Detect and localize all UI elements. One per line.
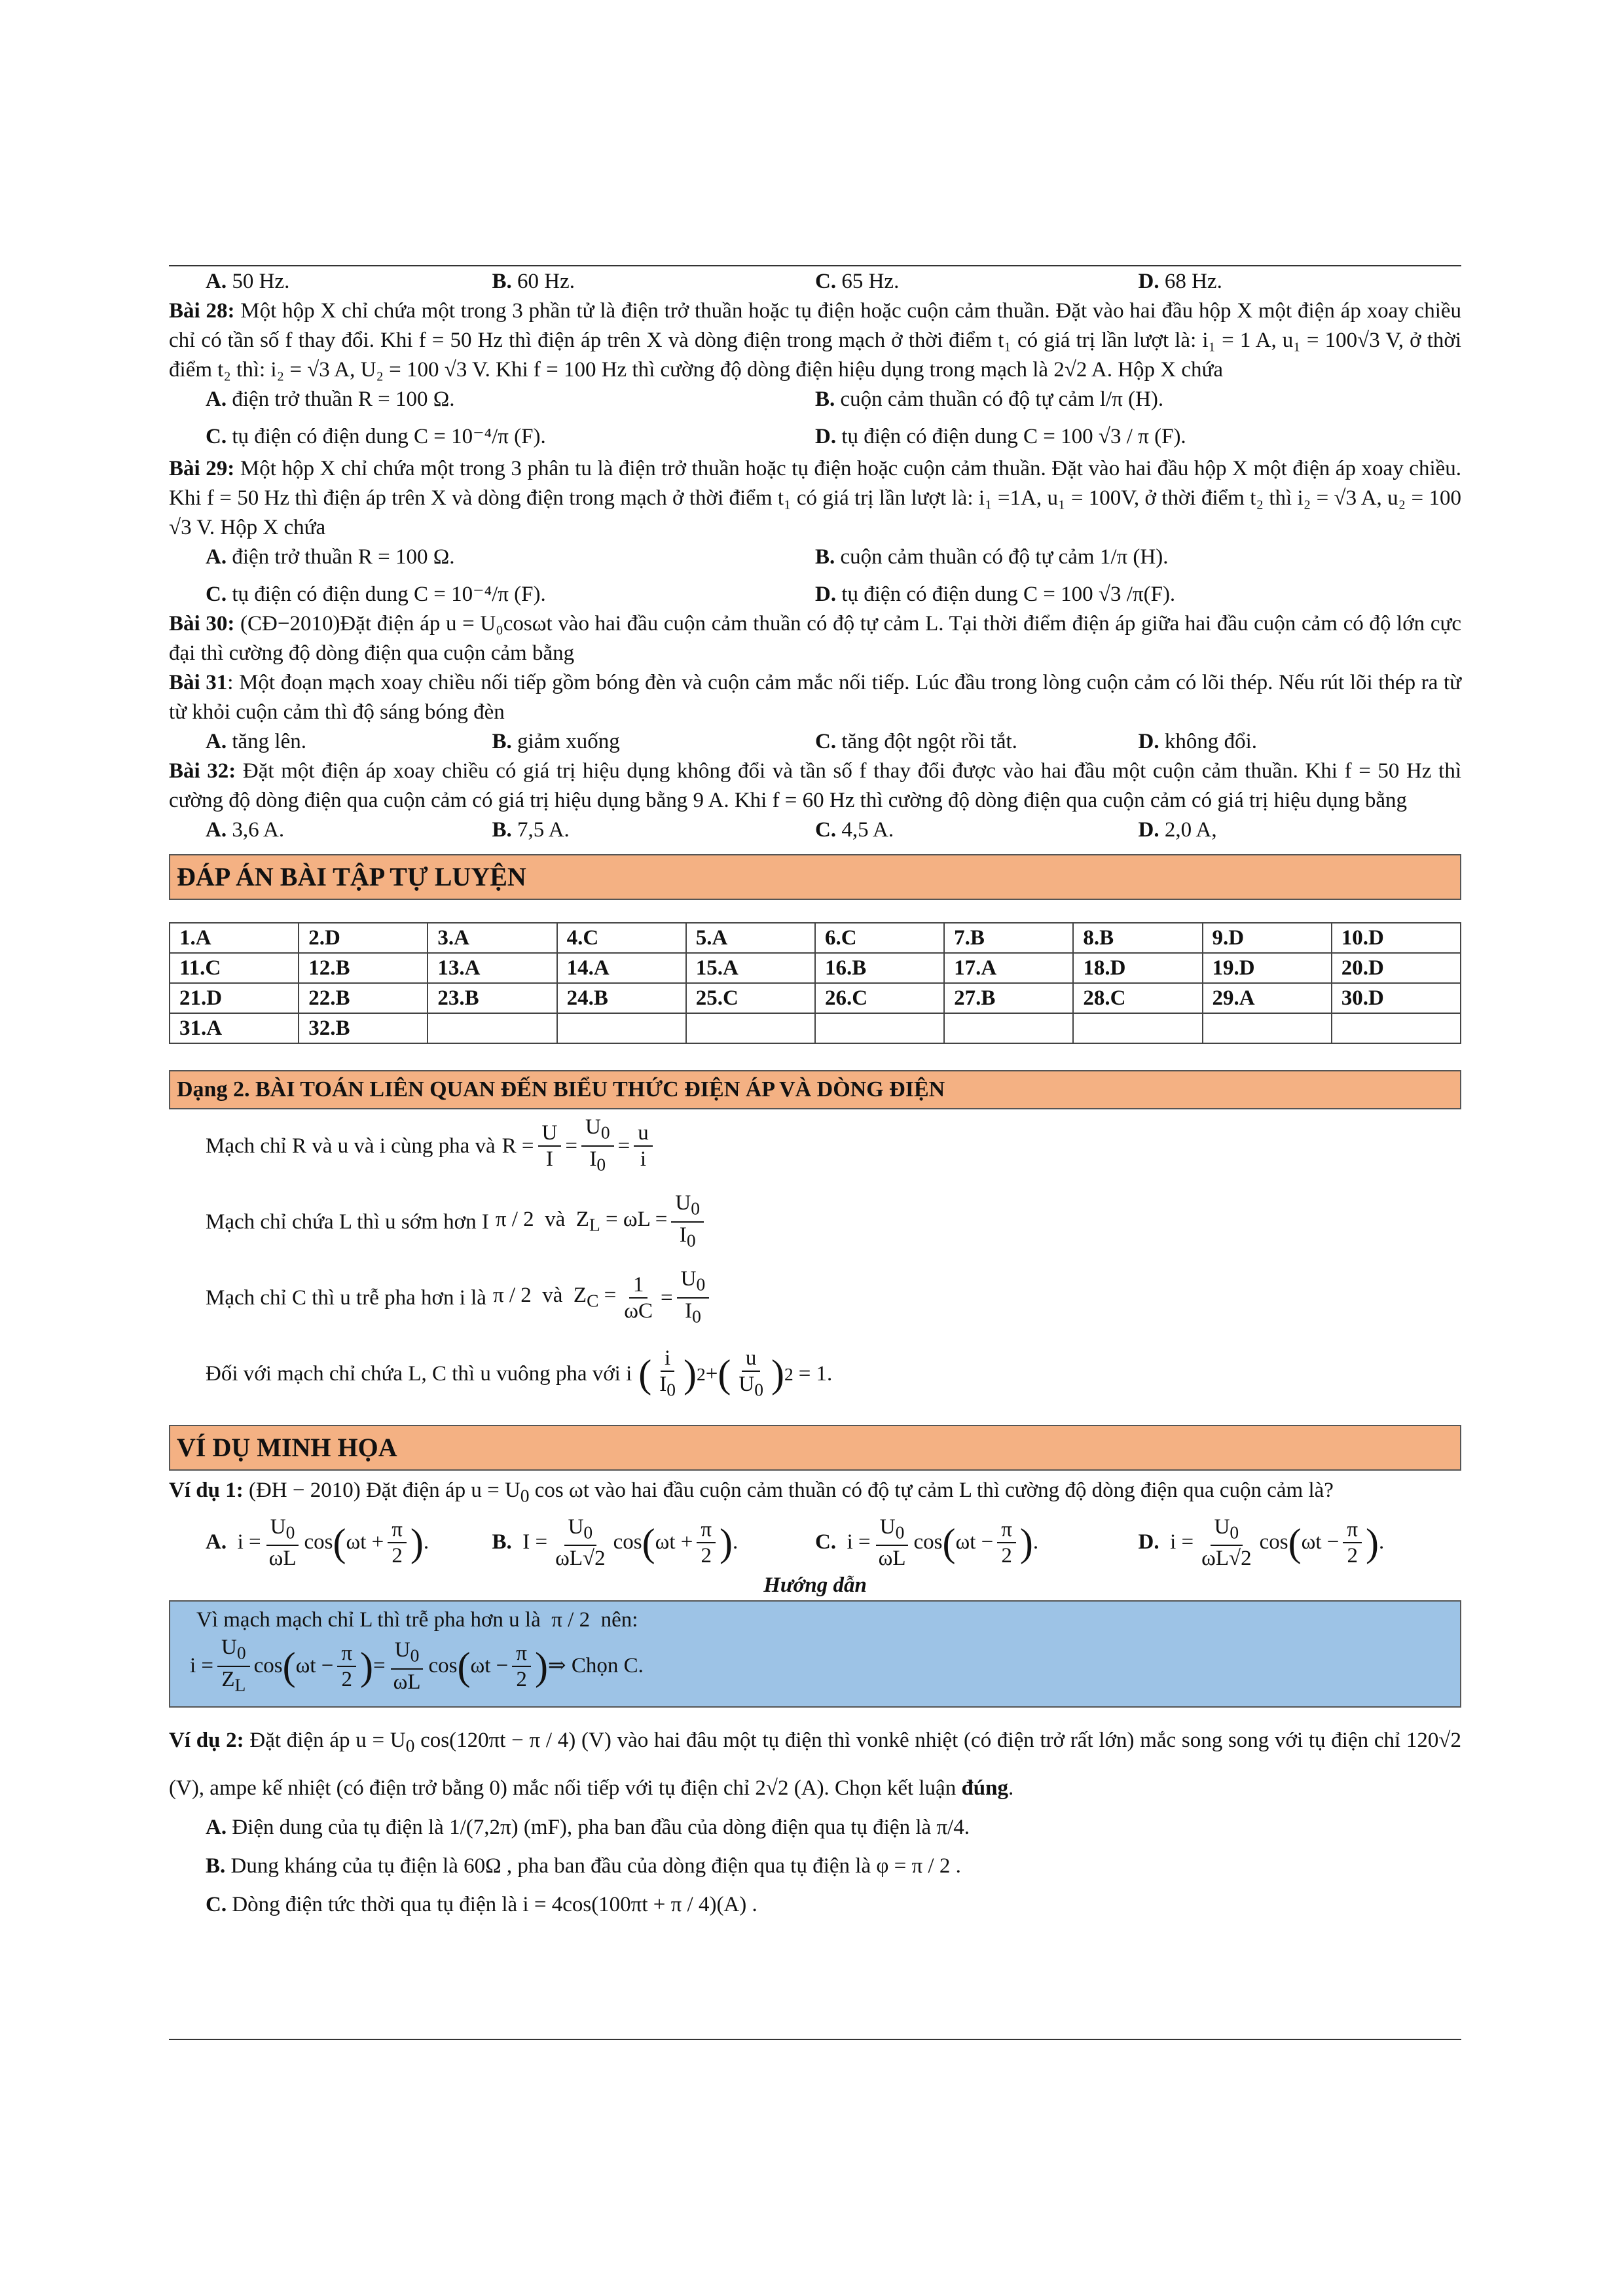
answer-cell: 10.D (1332, 923, 1461, 953)
answer-cell: 18.D (1073, 953, 1202, 983)
q27-option-d: D. 68 Hz. (1138, 270, 1222, 293)
ex1-choose: Chọn C. (571, 1654, 644, 1678)
answer-cell: 29.A (1203, 983, 1332, 1013)
answer-row (170, 953, 1461, 983)
answers-heading: ĐÁP ÁN BÀI TẬP TỰ LUYỆN (169, 854, 1461, 900)
answer-cell: 2.D (299, 923, 428, 953)
answer-cell: 6.C (815, 923, 944, 953)
q29-option-a: A. điện trở thuần R = 100 Ω. (206, 545, 455, 569)
answer-cell: 27.B (944, 983, 1073, 1013)
theory-c-text: Mạch chỉ C thì u trễ pha hơn i là (206, 1285, 486, 1310)
top-rule (169, 265, 1461, 266)
ex2-option-a: A. Điện dung của tụ điện là 1/(7,2π) (mF), pha ban đầu của dòng điện qua tụ điện là π/4. (206, 1815, 970, 1839)
answer-cell: 9.D (1203, 923, 1332, 953)
ex1-label: Ví dụ 1: (169, 1479, 244, 1502)
answer-row (170, 983, 1461, 1013)
answer-cell: 7.B (944, 923, 1073, 953)
ex1-option-b: B. I = $\frac{U_0}{\omega L√2}$ cos ( ωt + $\frac{\pi}{2}$ ) . (492, 1515, 739, 1571)
answer-cell: 25.C (686, 983, 815, 1013)
q28-option-a: A. điện trở thuần R = 100 Ω. (206, 387, 455, 411)
q27-option-a: A. 50 Hz. (206, 270, 290, 293)
answer-row (170, 923, 1461, 953)
ex1-text-b: vào hai đầu cuộn cảm thuần có độ tự cảm L thì cường độ dòng điện qua cuộn cảm là? (594, 1479, 1334, 1502)
answer-cell: 13.A (428, 953, 556, 983)
example-2: Ví dụ 2: Đặt điện áp $u = U_0$ cos(120πt − π / 4) (V) vào hai đâu một tụ điện thì vonkê nhiệt (có điện trở rất lớn) mắc song song với tụ điện chỉ 120√2 (V), ampe kế nhiệt (có điện trở bằng 0) mắc nối tiếp với tụ điện chỉ 2√2 (A). Chọn kết luận đúng. (169, 1729, 1462, 1800)
example-heading: VÍ DỤ MINH HỌA (169, 1425, 1461, 1471)
question-31 (169, 668, 1461, 727)
answer-row (170, 1013, 1461, 1043)
ex1-text-a: (ĐH − 2010) Đặt điện áp (248, 1479, 466, 1502)
q31-text: : Một đoạn mạch xoay chiều nối tiếp gồm bóng đèn và cuộn cảm mắc nối tiếp. Lúc đầu trong lòng cuộn cảm có lõi thép. Nếu rút lõi thép ra từ từ khỏi cuộn cảm thì độ sáng bóng đèn (169, 671, 1461, 724)
theory-l-text: Mạch chỉ chứa L thì u sớm hơn I (206, 1210, 489, 1234)
answer-cell: 22.B (299, 983, 428, 1013)
ex1-solution-text: Vì mạch mạch chỉ L thì trễ pha hơn u là (196, 1608, 541, 1632)
ex2-line2-bold: đúng (961, 1776, 1009, 1800)
question-30 (169, 609, 1461, 668)
q29-options-row1 (169, 543, 1461, 572)
q32-option-c: C. 4,5 A. (815, 818, 894, 842)
answer-cell: 32.B (299, 1013, 428, 1043)
bottom-rule (169, 2039, 1461, 2040)
page-content (169, 267, 1461, 1920)
answer-cell: 16.B (815, 953, 944, 983)
q32-option-a: A. 3,6 A. (206, 818, 285, 842)
ex1-solution-box (169, 1600, 1461, 1708)
q29-option-d: D. tụ điện có điện dung C = 100 √3 /π(F). (815, 583, 1176, 606)
q28-option-c: C. tụ điện có điện dung C = 10⁻⁴/π (F). (206, 425, 546, 448)
q28-text: Một hộp X chỉ chứa một trong 3 phần tử là điện trở thuần hoặc tụ điện hoặc cuộn cảm thuần. Đặt vào hai đầu hộp X một điện áp xoay chiều chỉ có tần số f thay đổi. Khi f = 50 Hz thì điện áp trên X và dòng điện trong mạch ở thời điểm t₁ có giá trị lần lượt là: i₁ = 1 A, u₁ = 100√3 V, ở thời điểm t₂ thì: i₂ = √3 A, U₂ = 100 √3 V. Khi f = 100 Hz thì cường độ dòng điện hiệu dụng trong mạch là 2√2 A. Hộp X chứa (169, 299, 1462, 382)
answer-cell: 3.A (428, 923, 556, 953)
q28-option-d: D. tụ điện có điện dung C = 100 √3 / π (F). (815, 425, 1186, 448)
answer-cell: 30.D (1332, 983, 1461, 1013)
answer-cell: 31.A (170, 1013, 299, 1043)
answer-table (169, 922, 1461, 1044)
q32-options (169, 816, 1461, 845)
ex1-option-d: D. i = $\frac{U_0}{\omega L√2}$ cos ( ωt − $\frac{\pi}{2}$ ) . (1138, 1515, 1385, 1571)
ex2-option-b: B. Dung kháng của tụ điện là 60Ω , pha ban đầu của dòng điện qua tụ điện là φ = π / 2 . (206, 1854, 961, 1878)
answer-cell: 26.C (815, 983, 944, 1013)
ex1-solution-text-end: nên: (600, 1608, 638, 1632)
q30-text: (CĐ−2010)Đặt điện áp u = U₀cosωt vào hai đầu cuộn cảm thuần có độ tự cảm L. Tại thời điểm điện áp giữa hai đầu cuộn cảm có độ lớn cực đại thì cường độ dòng điện qua cuộn cảm bằng (169, 612, 1462, 665)
q29-option-b: B. cuộn cảm thuần có độ tự cảm 1/π (H). (815, 545, 1169, 569)
ex2-line2-a: điện chỉ 120√2 (V), ampe kế nhiệt (có điện trở bằng 0) mắc nối tiếp với tụ điện chỉ 2√2 (A). Chọn kết luận (169, 1729, 1462, 1800)
q30-label: Bài 30: (169, 612, 235, 636)
q32-text: Đặt một điện áp xoay chiều có giá trị hiệu dụng không đổi và tần số f thay đổi được vào hai đầu một cuộn cảm thuần. Khi f = 50 Hz thì cường độ dòng điện qua cuộn cảm có giá trị hiệu dụng bằng 9 A. Khi f = 60 Hz thì cường độ dòng điện qua cuộn cảm có giá trị hiệu dụng bằng (169, 759, 1461, 812)
q27-options (169, 267, 1461, 296)
q29-label: Bài 29: (169, 457, 235, 480)
ex1-option-c: C. i = $\frac{U_0}{\omega L}$ cos ( ωt − $\frac{\pi}{2}$ ) . (815, 1515, 1039, 1571)
answer-cell: 5.A (686, 923, 815, 953)
answer-cell: 1.A (170, 923, 299, 953)
answer-cell: 8.B (1073, 923, 1202, 953)
answer-cell (815, 1013, 944, 1043)
answer-cell (1073, 1013, 1202, 1043)
question-32 (169, 757, 1461, 816)
answer-cell: 24.B (557, 983, 686, 1013)
example-1: Ví dụ 1: (ĐH − 2010) Đặt điện áp $u = U_0$ cos ωt vào hai đầu cuộn cảm thuần có độ tự cảm L thì cường độ dòng điện qua cuộn cảm là? (169, 1479, 1334, 1506)
q28-label: Bài 28: (169, 299, 235, 323)
ex2-line1-b: (V) vào hai đâu một tụ điện thì vonkê nhiệt (có điện trở rất lớn) mắc song song với tụ (581, 1729, 1326, 1753)
answer-cell: 4.C (557, 923, 686, 953)
q27-option-c: C. 65 Hz. (815, 270, 900, 293)
answer-cell: 14.A (557, 953, 686, 983)
answer-cell (557, 1013, 686, 1043)
answer-cell: 21.D (170, 983, 299, 1013)
q27-option-b: B. 60 Hz. (492, 270, 575, 293)
answer-cell (944, 1013, 1073, 1043)
q31-option-b: B. giảm xuống (492, 730, 620, 753)
answer-cell: 11.C (170, 953, 299, 983)
q31-option-c: C. tăng đột ngột rồi tắt. (815, 730, 1017, 753)
question-29 (169, 454, 1461, 543)
ex1-options (169, 1515, 1461, 1571)
answer-cell: 19.D (1203, 953, 1332, 983)
answer-cell (686, 1013, 815, 1043)
q32-option-b: B. 7,5 A. (492, 818, 570, 842)
q31-label: Bài 31 (169, 671, 228, 694)
answer-cell (428, 1013, 556, 1043)
q32-option-d: D. 2,0 A, (1138, 818, 1217, 842)
q29-text: Một hộp X chỉ chứa một trong 3 phân tu là điện trở thuần hoặc tụ điện hoặc cuộn cảm thuần. Đặt vào hai đầu hộp X một điện áp xoay chiều. Khi f = 50 Hz thì điện áp trên X và dòng điện trong mạch ở thời điểm t₁ có giá trị lần lượt là: i₁ =1A, u₁ = 100V, ở thời điểm t₂ thì i₂ = √3 A, u₂ = 100 √3 V. Hộp X chứa (169, 457, 1462, 539)
q29-option-c: C. tụ điện có điện dung C = 10⁻⁴/π (F). (206, 583, 546, 606)
theory-lc: Đối với mạch chỉ chứa L, C thì u vuông pha với i ( $\frac{i}{I_0}$ ) 2 + ( $\frac{u}{U_0}$ ) 2 = 1. (206, 1346, 833, 1400)
q31-option-d: D. không đổi. (1138, 730, 1258, 753)
theory-lc-text: Đối với mạch chỉ chứa L, C thì u vuông pha với i (206, 1361, 632, 1386)
answer-cell: 23.B (428, 983, 556, 1013)
q28-options-row2 (169, 422, 1461, 452)
q32-label: Bài 32: (169, 759, 236, 783)
answer-cell: 20.D (1332, 953, 1461, 983)
question-28 (169, 296, 1461, 385)
ex2-line1-a: Đặt điện áp (249, 1729, 350, 1753)
theory-r: Mạch chỉ R và u và i cùng pha và R = $\frac{U}{I}$ = $\frac{U_0}{I_0}$ = $\frac{u}{i}$ (169, 1113, 1461, 1179)
q28-option-b: B. cuộn cảm thuần có độ tự cảm l/π (H). (815, 387, 1164, 411)
answer-cell (1203, 1013, 1332, 1043)
ex1-solution-line1: Vì mạch mạch chỉ L thì trễ pha hơn u là π / 2 nên: (196, 1608, 638, 1632)
answer-cell (1332, 1013, 1461, 1043)
q31-option-a: A. tăng lên. (206, 730, 306, 753)
ex1-hint-title: Hướng dẫn (763, 1573, 867, 1598)
ex1-solution-eq: i = $\frac{U_0}{Z_L}$ cos ( ωt − $\frac{\pi}{2}$ ) = $\frac{U_0}{\omega L}$ cos ( ωt − $\frac{\pi}{2}$ ) ⇒ Chọn C. (190, 1636, 644, 1695)
q28-options-row1 (169, 385, 1461, 414)
theory-r-text: Mạch chỉ R và u và i cùng pha và (206, 1134, 496, 1158)
ex1-option-a: A. i = $\frac{U_0}{\omega L}$ cos ( ωt + $\frac{\pi}{2}$ ) . (206, 1515, 429, 1571)
answer-cell: 15.A (686, 953, 815, 983)
dang2-heading: Dạng 2. BÀI TOÁN LIÊN QUAN ĐẾN BIỂU THỨC ĐIỆN ÁP VÀ DÒNG ĐIỆN (169, 1070, 1461, 1109)
theory-l: Mạch chỉ chứa L thì u sớm hơn I π / 2 và $Z_L = \omega L$ = $\frac{U_0}{I_0}$ (169, 1189, 1461, 1255)
answer-cell: 28.C (1073, 983, 1202, 1013)
answer-cell: 12.B (299, 953, 428, 983)
answer-cell: 17.A (944, 953, 1073, 983)
ex2-option-c: C. Dòng điện tức thời qua tụ điện là i = 4cos(100πt + π / 4)(A) . (206, 1892, 757, 1916)
q31-options (169, 727, 1461, 757)
theory-c: Mạch chỉ C thì u trễ pha hơn i là π / 2 và $Z_C$ = $\frac{1}{\omega C}$ = $\frac{U_0}{I_0}$ (169, 1265, 1461, 1331)
q29-options-row2 (169, 580, 1461, 609)
ex2-label: Ví dụ 2: (169, 1729, 244, 1753)
